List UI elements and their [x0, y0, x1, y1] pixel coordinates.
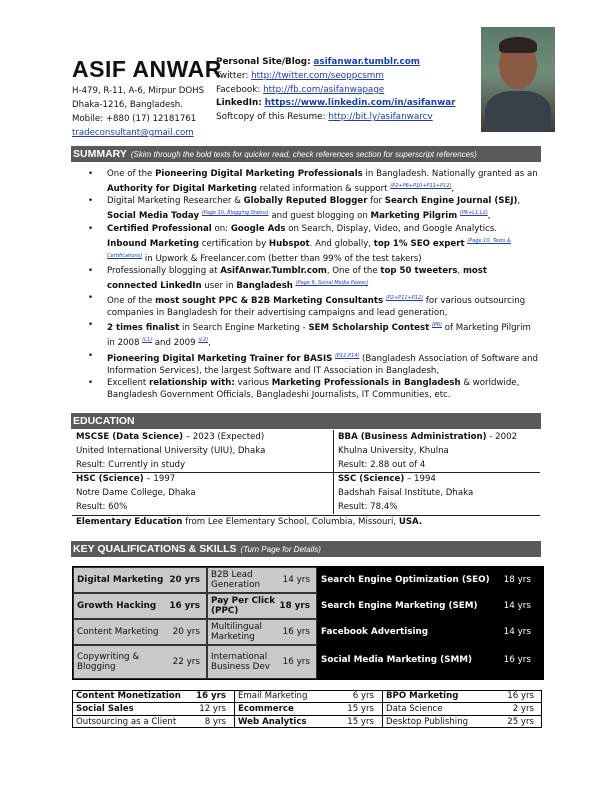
skill-cell: Digital Marketing 20 yrs — [73, 567, 207, 593]
skill-cell: Multilingual Marketing 16 yrs — [207, 619, 317, 645]
skill-cell: Email Marketing 6 yrs — [238, 691, 374, 701]
skill-cell: BPO Marketing 16 yrs — [386, 691, 534, 701]
elementary-education: Elementary Education from Lee Elementary School, Columbia, Missouri, USA. — [76, 517, 423, 527]
education-school: Notre Dame College, Dhaka — [76, 488, 196, 498]
online-contacts — [216, 56, 455, 125]
resume-name: ASIF ANWAR — [72, 56, 222, 82]
skill-cell: Web Analytics 15 yrs — [238, 717, 374, 727]
twitter-link[interactable]: http://twitter.com/seoppcsmm — [251, 70, 384, 81]
skill-cell: Content Monetization 16 yrs — [76, 691, 226, 701]
skill-cell: Content Marketing 20 yrs — [73, 619, 207, 645]
skill-cell: B2B Lead Generation 14 yrs — [207, 567, 317, 593]
linkedin-label: LinkedIn: — [216, 98, 262, 109]
reference-link[interactable]: (Page 10, Blogging Status) — [201, 210, 269, 217]
core-skill: Search Engine Optimization (SEO) 18 yrs — [321, 575, 531, 585]
core-skills-panel — [317, 567, 543, 679]
list-item: • 2 times finalist in Search Engine Marketing - SEM Scholarship Contest $^{(P6)}$ of Marketing Pilgrim in 2008 $^{(L1)}$ and 2009 $^{(L2)}$, — [102, 319, 538, 349]
reference-link[interactable]: (Page 10, Tests & Certifications) — [107, 237, 511, 259]
skills-subtitle: (Turn Page for Details) — [240, 545, 321, 554]
core-skill: Facebook Advertising 14 yrs — [321, 627, 531, 637]
profile-photo — [481, 27, 555, 132]
education-result: Result: 60% — [76, 502, 128, 512]
skill-cell: Pay Per Click (PPC) 18 yrs — [207, 593, 317, 619]
summary-list — [102, 168, 538, 401]
skills-heading — [71, 541, 541, 557]
skill-cell: Outsourcing as a Client 8 yrs — [76, 717, 226, 727]
reference-link[interactable]: (Page 9, Social Media Power) — [295, 280, 369, 287]
linkedin-link[interactable]: https://www.linkedin.com/in/asifanwar — [264, 98, 456, 109]
softcopy-link[interactable]: http://bit.ly/asifanwarcv — [328, 112, 433, 123]
list-item: • Excellent relationship with: various Marketing Professionals in Bangladesh & worldwide, Bangladesh Government Officials, Bangladeshi Journalists, IT Communities, etc. — [102, 377, 538, 401]
list-item: • Professionally blogging at AsifAnwar.Tumblr.com, One of the top 50 tweeters, most connected LinkedIn user in Bangladesh $^{(Page 9, Social Media Power)}$ — [102, 265, 538, 292]
list-item: • One of the most sought PPC & B2B Marketing Consultants $^{(P2+P11+P12)}$ for various outsourcing companies in Bangladesh for their advertising campaigns and lead generation, — [102, 292, 538, 319]
reference-link[interactable]: (P12,P14) — [335, 352, 360, 359]
twitter-label: Twitter: — [216, 70, 249, 81]
skill-cell: Desktop Publishing 25 yrs — [386, 717, 534, 727]
education-school: Khulna University, Khulna — [338, 446, 449, 456]
skill-cell: Social Sales 12 yrs — [76, 704, 226, 714]
skill-cell: Copywriting & Blogging 22 yrs — [73, 645, 207, 679]
skills-grid — [72, 566, 544, 680]
reference-link[interactable]: (L1) — [142, 337, 153, 344]
list-item: • Certified Professional on: Google Ads on Search, Display, Video, and Google Analytics. Inbound Marketing certification by Hubspot. And globally, top 1% SEO expert $^{(Page 10, Tests \& Certifications)}$ in Upwork & Freelancer.com (better than 99% of the test takers) — [102, 223, 538, 265]
list-item: • Digital Marketing Researcher & Globally Reputed Blogger for Search Engine Journal (SEJ), Social Media Today $^{(Page 10, Blogging Status)}$ and guest blogging on Marketing Pilgrim $^{(P6+L1,L2)}$, — [102, 195, 538, 222]
email-link[interactable]: tradeconsultant@gmail.com — [72, 128, 194, 138]
skill-cell: Growth Hacking 16 yrs — [73, 593, 207, 619]
reference-link[interactable]: (P6) — [431, 322, 443, 329]
education-result: Result: 2.88 out of 4 — [338, 460, 426, 470]
softcopy-label: Softcopy of this Resume: — [216, 112, 326, 123]
core-skill: Social Media Marketing (SMM) 16 yrs — [321, 655, 531, 665]
education-degree: MSCSE (Data Science) – 2023 (Expected) — [76, 432, 265, 442]
facebook-label: Facebook: — [216, 84, 261, 95]
summary-title: SUMMARY — [73, 148, 127, 160]
reference-link[interactable]: (L2) — [198, 337, 209, 344]
summary-heading — [71, 146, 541, 162]
facebook-link[interactable]: http://fb.com/asifanwapage — [263, 84, 385, 95]
reference-link[interactable]: (P2+P11+P12) — [385, 295, 424, 302]
reference-link[interactable]: (P2+P6+P10+P11+P12) — [390, 183, 452, 190]
core-skill: Search Engine Marketing (SEM) 14 yrs — [321, 601, 531, 611]
list-item: • One of the Pioneering Digital Marketing Professionals in Bangladesh. Nationally granted as an Authority for Digital Marketing related information & support $^{(P2+P6+P10+P11+P12)}$, — [102, 168, 538, 195]
education-result: Result: Currently in study — [76, 460, 186, 470]
contact-address — [72, 84, 204, 140]
education-title: EDUCATION — [73, 415, 135, 427]
education-degree: BBA (Business Administration) - 2002 — [338, 432, 518, 442]
education-result: Result: 78.4% — [338, 502, 398, 512]
skill-cell: Ecommerce 15 yrs — [238, 704, 374, 714]
site-label: Personal Site/Blog: — [216, 57, 311, 67]
list-item: • Pioneering Digital Marketing Trainer for BASIS $^{(P12,P14)}$ (Bangladesh Association of Software and Information Services), the largest Software and IT Association in Bangladesh, — [102, 350, 538, 377]
education-degree: HSC (Science) – 1997 — [76, 474, 176, 484]
address-line-1: H-479, R-11, A-6, Mirpur DOHS — [72, 86, 205, 96]
education-school: Badshah Faisal Institute, Dhaka — [338, 488, 474, 498]
address-line-2: Dhaka-1216, Bangladesh. — [72, 100, 183, 110]
reference-link[interactable]: (P6+L1,L2) — [459, 210, 488, 217]
mobile-number: Mobile: +880 (17) 12181761 — [72, 114, 197, 124]
skill-cell: Data Science 2 yrs — [386, 704, 534, 714]
education-heading — [71, 413, 541, 429]
skills-title: KEY QUALIFICATIONS & SKILLS — [73, 543, 237, 555]
summary-subtitle: (Skim through the bold texts for quicker read, check references section for superscript references) — [130, 150, 477, 159]
education-school: United International University (UIU), Dhaka — [76, 446, 266, 456]
skill-cell: International Business Dev 16 yrs — [207, 645, 317, 679]
education-degree: SSC (Science) – 1994 — [338, 474, 436, 484]
blog-link[interactable]: asifanwar.tumblr.com — [313, 57, 420, 67]
